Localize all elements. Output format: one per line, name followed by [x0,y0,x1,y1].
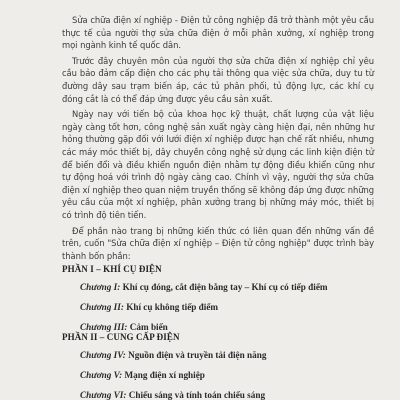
chapter-label: Chương II: [80,302,124,312]
chapter-item [80,280,382,294]
intro-text [62,14,374,265]
chapter-label: Chương VI: [80,390,127,400]
part-1 [62,264,382,340]
chapter-title: Mạng điện xí nghiệp [124,370,205,380]
chapter-item [80,368,382,382]
chapter-label: Chương I: [80,282,121,292]
paragraph-1: Sửa chữa điện xí nghiệp - Điện tử công nghiệp đã trở thành một yêu cầu thực tế của người thợ sửa chữa điện ở mỗi phân xưởng, xí nghiệp trong mọi ngành kinh tế quốc dân. [62,15,374,51]
paragraph-2: Trước đây chuyên môn của người thợ sửa chữa điện xí nghiệp chỉ yêu cầu bảo đảm cấp điện cho các phụ tải thông qua việc sửa chữa, duy tu từ đường dây sau trạm biến áp, các tủ phân phối, tủ động lực, các khí cụ đóng cắt là có thể đáp ứng được yêu cầu sản xuất. [62,55,374,104]
chapter-item [80,348,382,362]
chapter-title: Khí cụ đóng, cắt điện bằng tay – Khí cụ có tiếp điểm [122,282,328,292]
part-2 [62,332,382,400]
chapter-label: Chương V: [80,370,123,380]
chapter-title: Chiếu sáng và tính toán chiếu sáng [128,390,266,400]
part-title: PHẦN I – KHÍ CỤ ĐIỆN [62,264,162,274]
chapter-item [80,300,382,314]
chapter-title: Nguồn điện và truyền tải điện năng [128,350,267,360]
chapter-item [80,388,382,400]
chapter-label: Chương III: [80,322,128,332]
part-title: PHẦN II – CUNG CẤP ĐIỆN [62,332,180,342]
chapter-title: Cảm biến [129,322,168,332]
paragraph-4: Để phần nào trang bị những kiến thức có liên quan đến những vấn đề trên, cuốn "Sửa chữa điện xí nghiệp – Điện tử công nghiệp" được trình bày thành bốn phần: [62,225,374,261]
paragraph-3: Ngày nay với tiến bộ của khoa học kỹ thuật, chất lượng của vật liệu ngày càng tốt hơn, công nghệ sản xuất ngày càng hiện đại, nên những hư hỏng thường gặp đối với lưới điện xí nghiệp được hạn chế rất nhiều, nhưng các máy móc thiết bị, dây chuyền công nghệ sử dụng các linh kiện điện tử để biến đổi và điều khiển nguồn điện nhằm tự động điều khiển cũng như tự động hoá với trình độ ngày càng cao. Chính vì vậy, người thợ sửa chữa điện xí nghiệp theo quan niệm truyền thống sẽ không đáp ứng được những yêu cầu của một xí nghiệp, phân xưởng trang bị những máy móc, thiết bị có trình độ tiên tiến. [62,109,374,220]
chapter-label: Chương IV: [80,350,126,360]
chapter-title: Khí cụ không tiếp điểm [126,302,219,312]
